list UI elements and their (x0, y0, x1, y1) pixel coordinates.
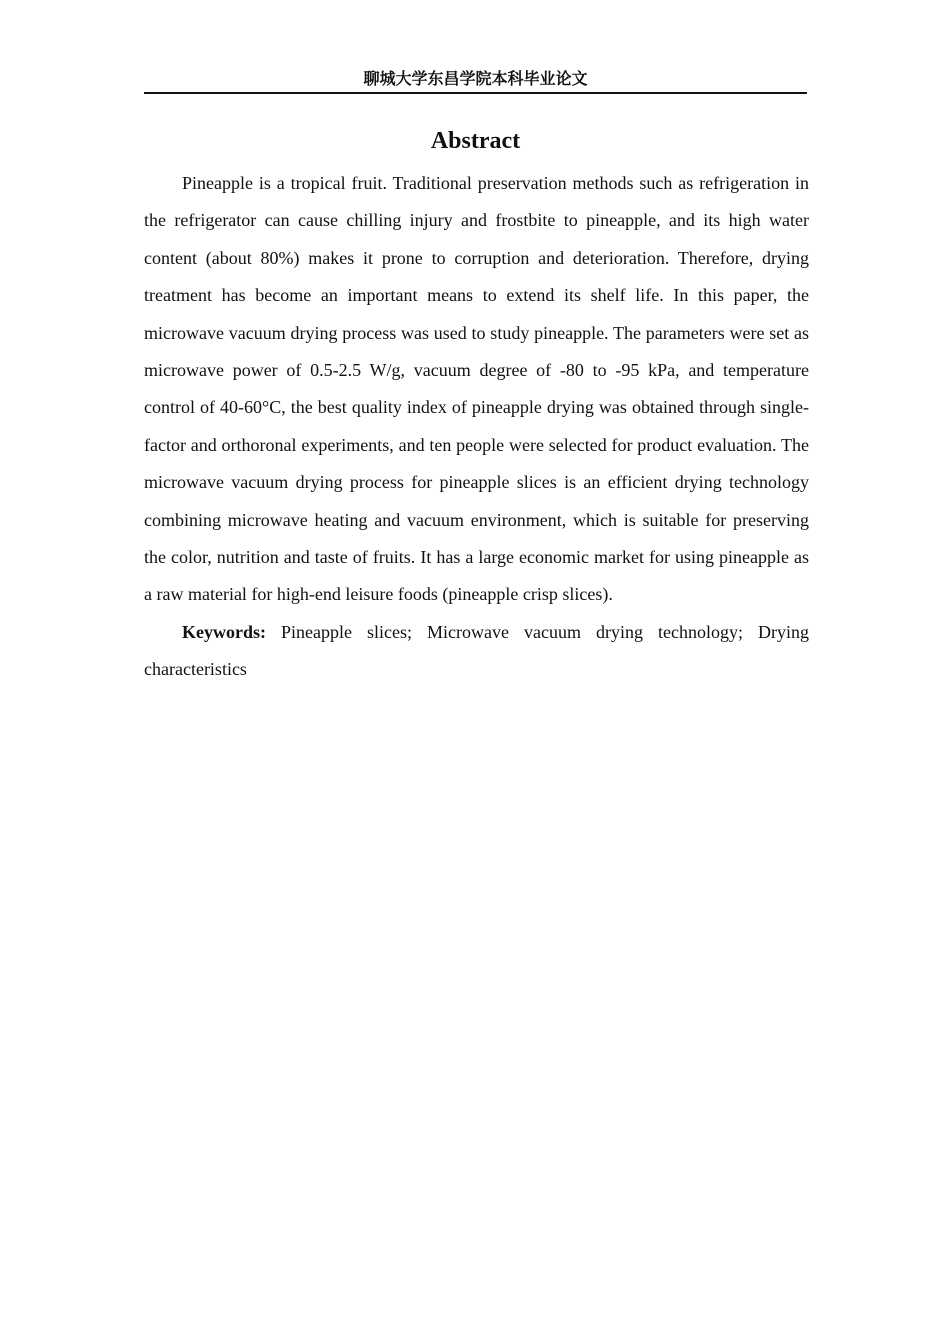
abstract-body (144, 165, 809, 689)
running-header: 聊城大学东昌学院本科毕业论文 (363, 69, 588, 88)
header-rule (144, 92, 807, 94)
abstract-title: Abstract (430, 128, 521, 154)
keywords-label: Keywords: (182, 621, 266, 642)
keywords-text: Pineapple slices; Microwave vacuum drying technology; Drying characteristics (144, 621, 809, 680)
abstract-paragraph: Pineapple is a tropical fruit. Traditional preservation methods such as refrigeration in the refrigerator can cause chilling injury and frostbite to pineapple, and its high water content (about 80%) makes it prone to corruption and deterioration. Therefore, drying treatment has become an important means to extend its shelf life. In this paper, the microwave vacuum drying process was used to study pineapple. The parameters were set as microwave power of 0.5-2.5 W/g, vacuum degree of -80 to -95 kPa, and temperature control of 40-60°C, the best quality index of pineapple drying was obtained through single-factor and orthoronal experiments, and ten people were selected for product evaluation. The microwave vacuum drying process for pineapple slices is an efficient drying technology combining microwave heating and vacuum environment, which is suitable for preserving the color, nutrition and taste of fruits. It has a large economic market for using pineapple as a raw material for high-end leisure foods (pineapple crisp slices). (144, 173, 809, 605)
keywords-paragraph (144, 614, 809, 689)
